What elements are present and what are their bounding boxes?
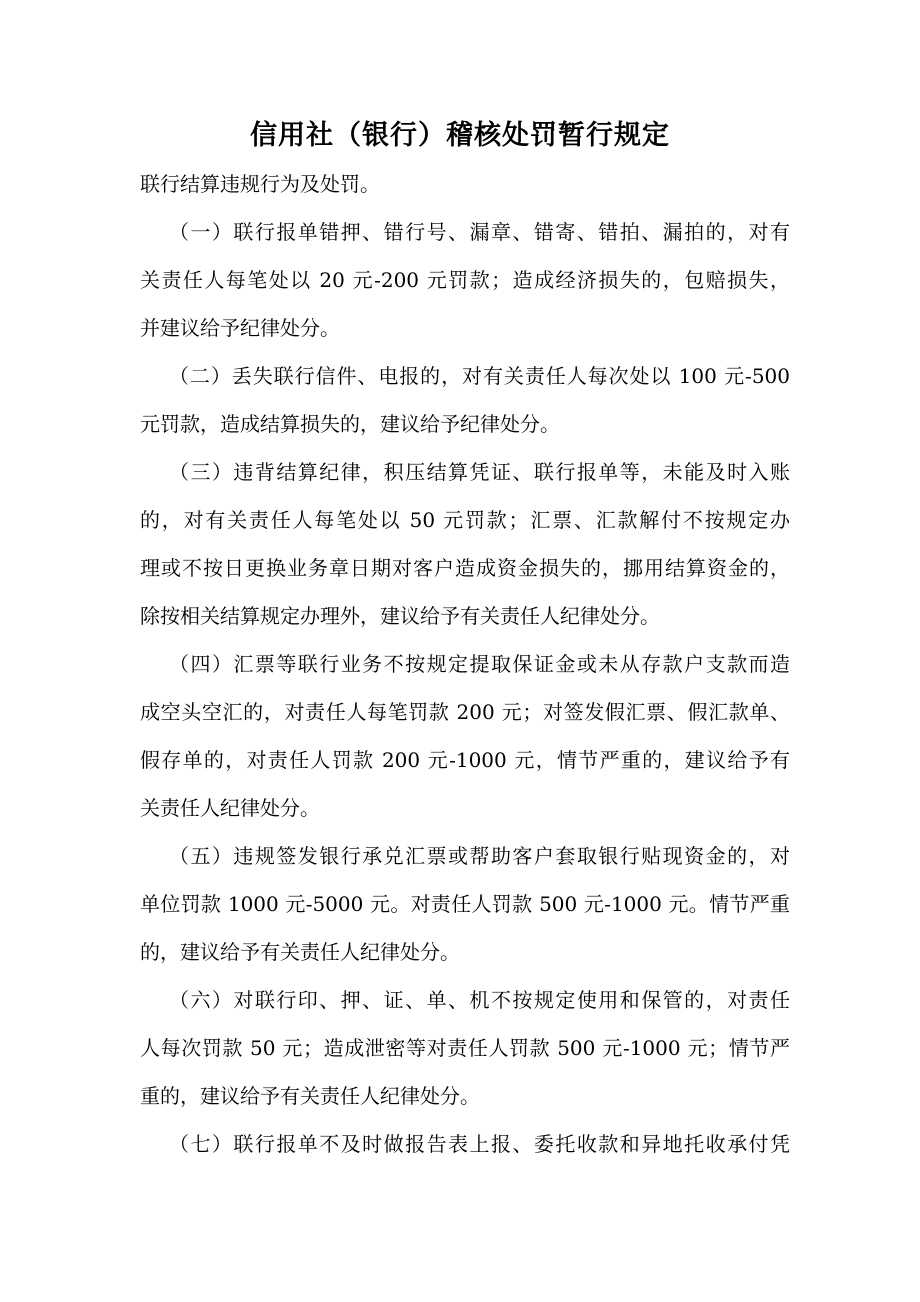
paragraph-3-line: （三）违背结算纪律，积压结算凭证、联行报单等，未能及时入账	[169, 460, 790, 484]
paragraph-1-line: （一）联行报单错押、错行号、漏章、错寄、错拍、漏拍的，对有	[169, 220, 790, 244]
document-title: 信用社（银行）稽核处罚暂行规定	[250, 120, 670, 151]
paragraph-4-line: 假存单的，对责任人罚款 200 元-1000 元，情节严重的，建议给予有	[140, 748, 790, 772]
paragraph-6-line: 重的，建议给予有关责任人纪律处分。	[140, 1084, 480, 1108]
intro-line: 联行结算违规行为及处罚。	[140, 172, 380, 196]
paragraph-4-line: 关责任人纪律处分。	[140, 796, 320, 820]
paragraph-2-line: 元罚款，造成结算损失的，建议给予纪律处分。	[140, 412, 560, 436]
paragraph-1-line: 关责任人每笔处以 20 元-200 元罚款；造成经济损失的，包赔损失，	[140, 268, 790, 292]
paragraph-7-line: （七）联行报单不及时做报告表上报、委托收款和异地托收承付凭	[169, 1132, 790, 1156]
paragraph-2-line: （二）丢失联行信件、电报的，对有关责任人每次处以 100 元-500	[169, 364, 790, 388]
paragraph-6-line: （六）对联行印、押、证、单、机不按规定使用和保管的，对责任	[169, 988, 790, 1012]
paragraph-3-line: 除按相关结算规定办理外，建议给予有关责任人纪律处分。	[140, 604, 660, 628]
paragraph-1-line: 并建议给予纪律处分。	[140, 316, 340, 340]
paragraph-6-line: 人每次罚款 50 元；造成泄密等对责任人罚款 500 元-1000 元；情节严	[140, 1036, 790, 1060]
paragraph-4-line: （四）汇票等联行业务不按规定提取保证金或未从存款户支款而造	[169, 652, 790, 676]
paragraph-3-line: 的，对有关责任人每笔处以 50 元罚款；汇票、汇款解付不按规定办	[140, 508, 790, 532]
paragraph-5-line: 的，建议给予有关责任人纪律处分。	[140, 940, 460, 964]
paragraph-5-line: （五）违规签发银行承兑汇票或帮助客户套取银行贴现资金的，对	[169, 844, 790, 868]
paragraph-4-line: 成空头空汇的，对责任人每笔罚款 200 元；对签发假汇票、假汇款单、	[140, 700, 790, 724]
paragraph-3-line: 理或不按日更换业务章日期对客户造成资金损失的，挪用结算资金的，	[140, 556, 790, 580]
paragraph-5-line: 单位罚款 1000 元-5000 元。对责任人罚款 500 元-1000 元。情节严重	[140, 892, 790, 916]
document-body	[140, 160, 790, 1168]
